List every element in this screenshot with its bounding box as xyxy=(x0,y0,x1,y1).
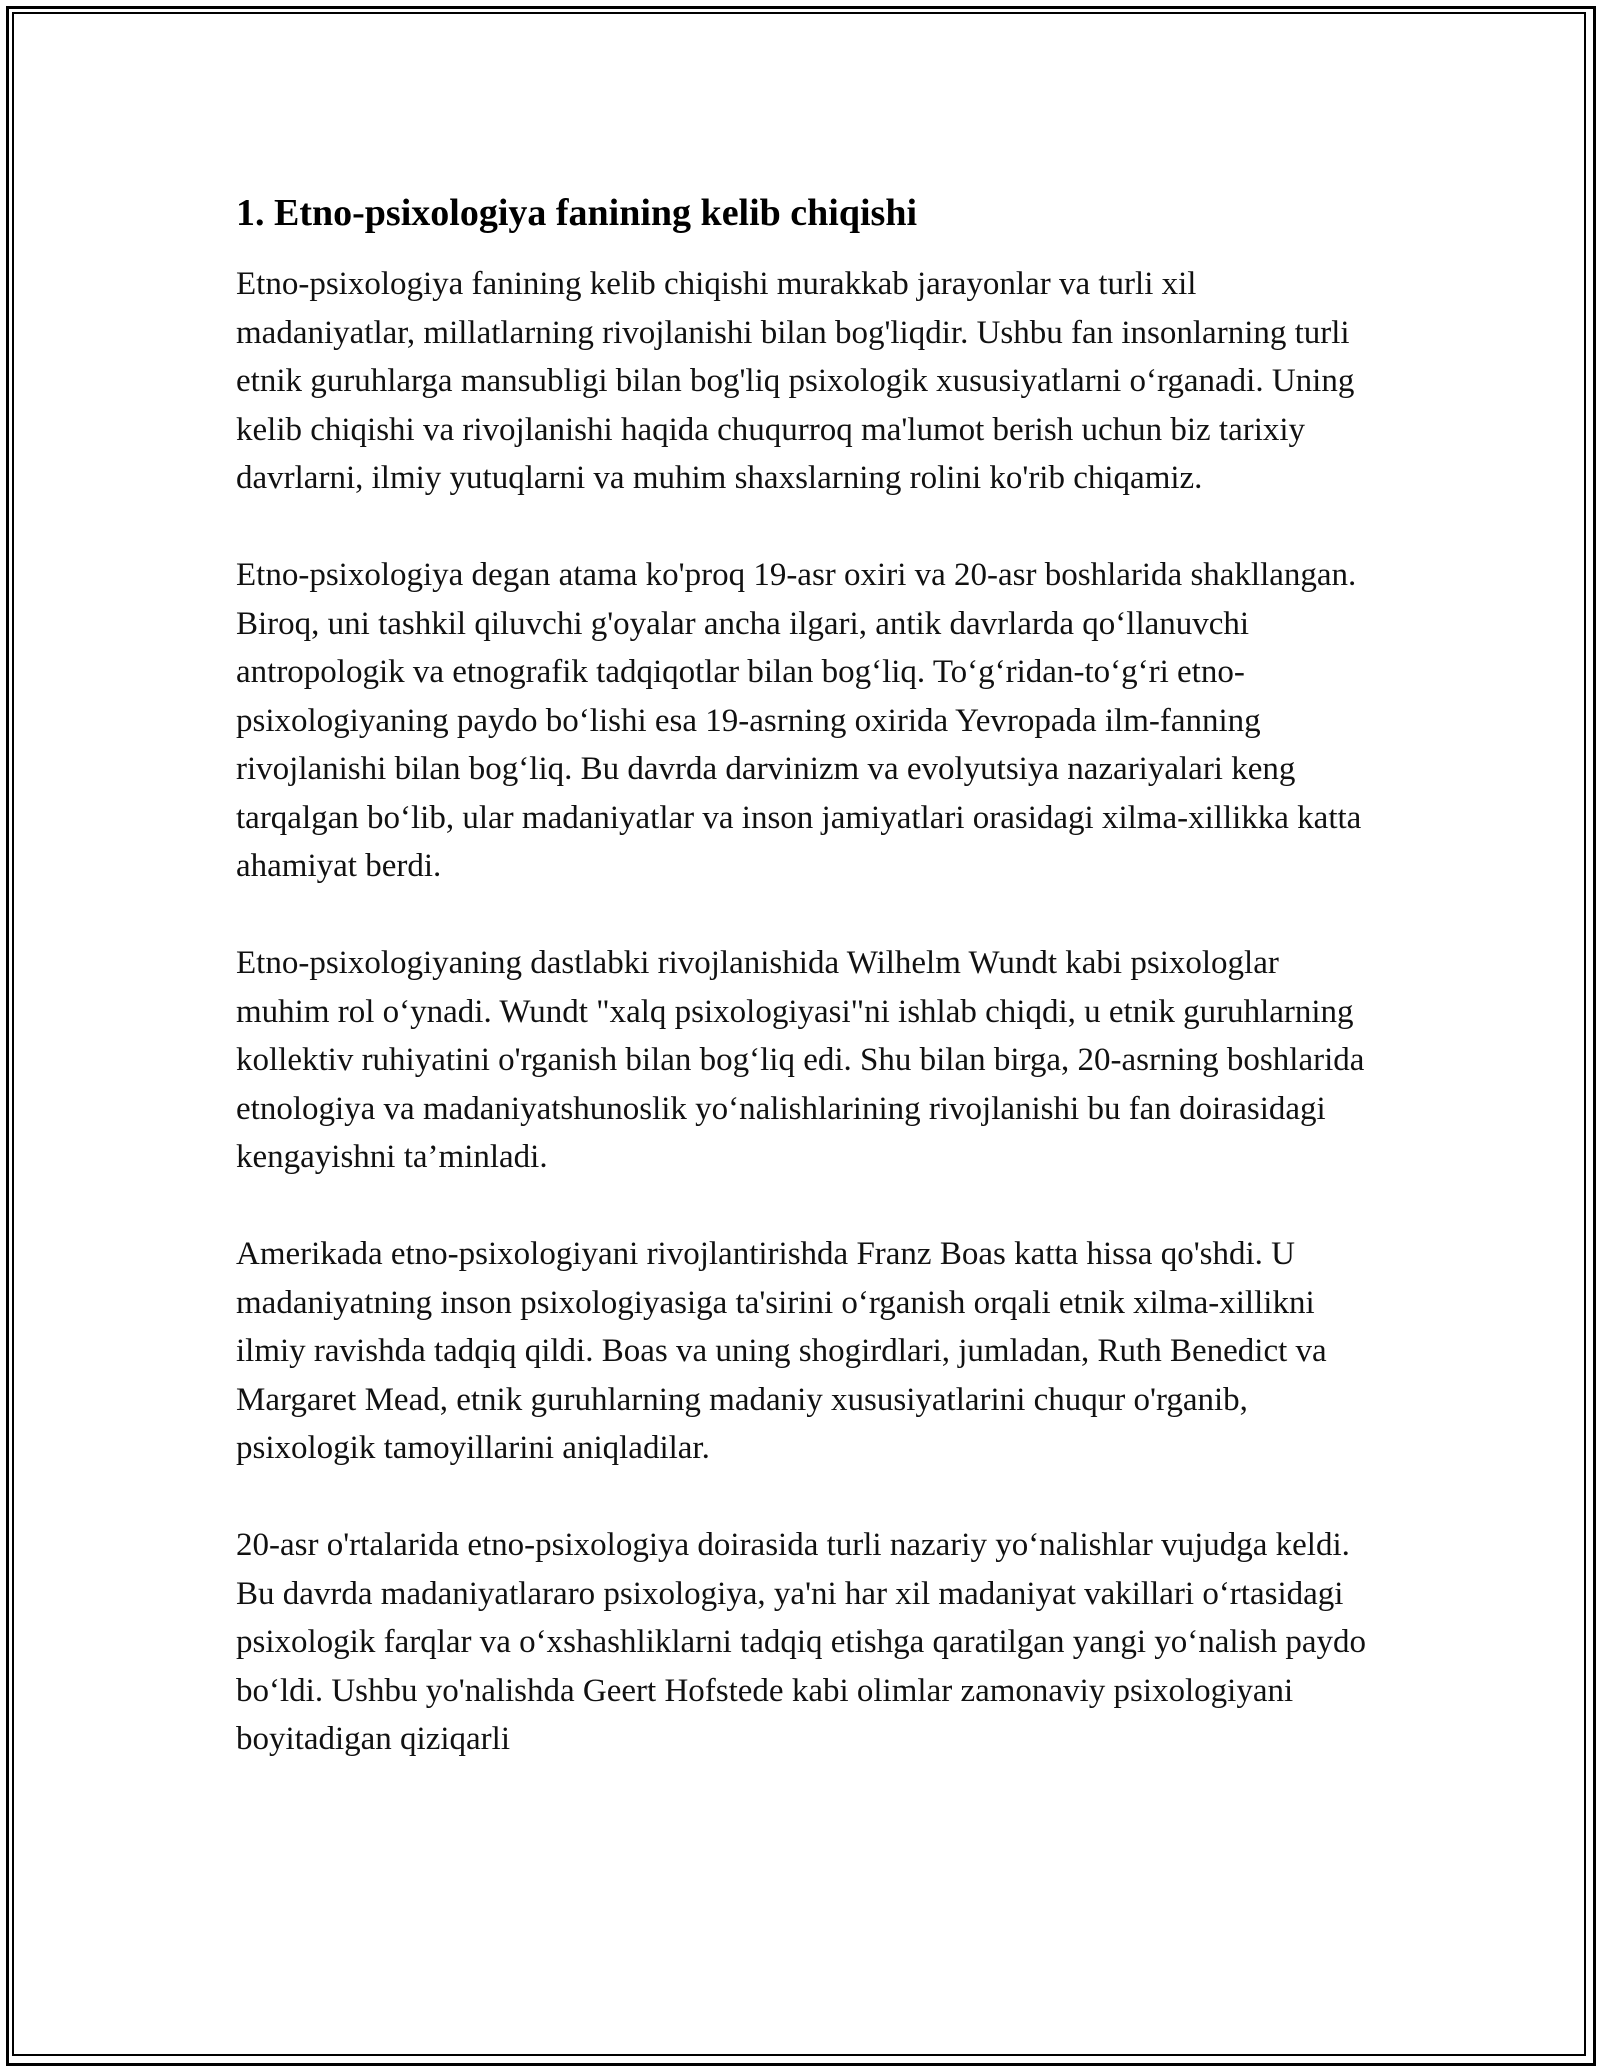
section-heading: 1. Etno-psixologiya fanining kelib chiqishi xyxy=(236,192,918,234)
paragraph-3: Etno-psixologiyaning dastlabki rivojlanishida Wilhelm Wundt kabi psixologlar muhim rol o‘ynadi. Wundt "xalq psixologiyasi"ni ishlab chiqdi, u etnik guruhlarning kollektiv ruhiyatini o'rganish bilan bog‘liq edi. Shu bilan birga, 20-asrning boshlarida etnologiya va madaniyatshunoslik yo‘nalishlarining rivojlanishi bu fan doirasidagi kengayishni ta’minladi. xyxy=(236,945,1365,1175)
document-body xyxy=(236,188,1366,1812)
paragraph-1: Etno-psixologiya fanining kelib chiqishi murakkab jarayonlar va turli xil madaniyatlar, millatlarning rivojlanishi bilan bog'liqdir. Ushbu fan insonlarning turli etnik guruhlarga mansubligi bilan bog'liq psixologik xususiyatlarni o‘rganadi. Uning kelib chiqishi va rivojlanishi haqida chuqurroq ma'lumot berish uchun biz tarixiy davrlarni, ilmiy yutuqlarni va muhim shaxslarning rolini ko'rib chiqamiz. xyxy=(236,266,1355,496)
paragraph-5: 20-asr o'rtalarida etno-psixologiya doirasida turli nazariy yo‘nalishlar vujudga keldi. Bu davrda madaniyatlararo psixologiya, ya'ni har xil madaniyat vakillari o‘rtasidagi psixologik farqlar va o‘xshashliklarni tadqiq etishga qaratilgan yangi yo‘nalish paydo bo‘ldi. Ushbu yo'nalishda Geert Hofstede kabi olimlar zamonaviy psixologiyani boyitadigan qiziqarli xyxy=(236,1527,1366,1757)
paragraph-2: Etno-psixologiya degan atama ko'proq 19-asr oxiri va 20-asr boshlarida shakllangan. Biroq, uni tashkil qiluvchi g'oyalar ancha ilgari, antik davrlarda qo‘llanuvchi antropologik va etnografik tadqiqotlar bilan bog‘liq. To‘g‘ridan-to‘g‘ri etno-psixologiyaning paydo bo‘lishi esa 19-asrning oxirida Yevropada ilm-fanning rivojlanishi bilan bog‘liq. Bu davrda darvinizm va evolyutsiya nazariyalari keng tarqalgan bo‘lib, ular madaniyatlar va inson jamiyatlari orasidagi xilma-xillikka katta ahamiyat berdi. xyxy=(236,557,1362,884)
paragraph-4: Amerikada etno-psixologiyani rivojlantirishda Franz Boas katta hissa qo'shdi. U madaniyatning inson psixologiyasiga ta'sirini o‘rganish orqali etnik xilma-xillikni ilmiy ravishda tadqiq qildi. Boas va uning shogirdlari, jumladan, Ruth Benedict va Margaret Mead, etnik guruhlarning madaniy xususiyatlarini chuqur o'rganib, psixologik tamoyillarini aniqladilar. xyxy=(236,1236,1327,1466)
